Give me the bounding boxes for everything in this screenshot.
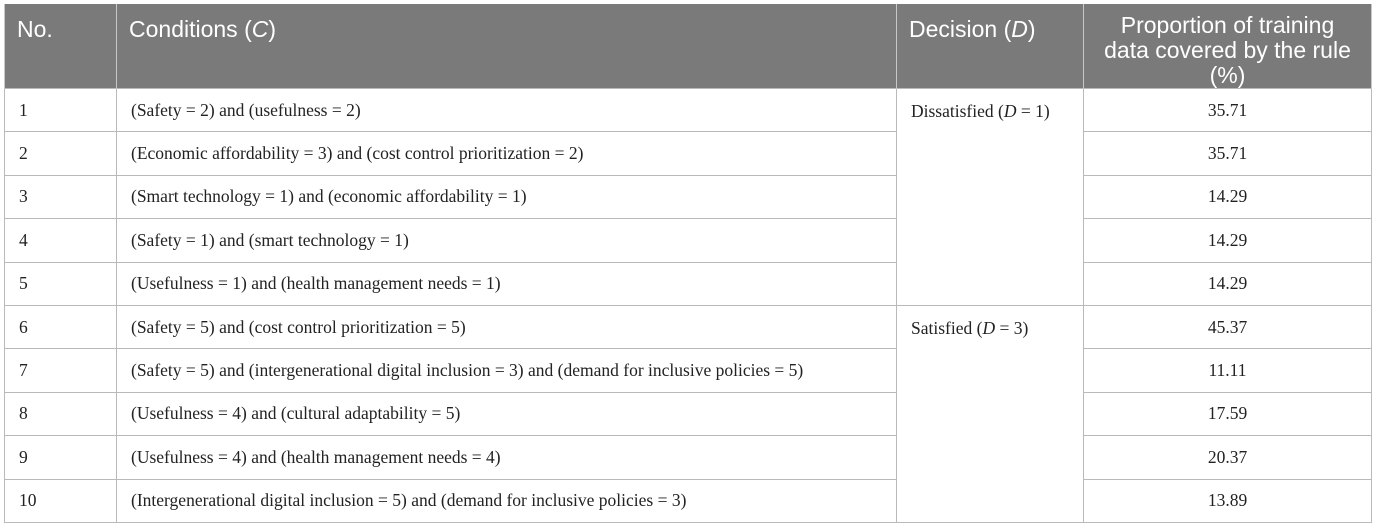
row-condition: (Economic affordability = 3) and (cost control prioritization = 2) [117,132,897,175]
row-proportion: 35.71 [1084,132,1372,175]
header-conditions: Conditions (C) [117,4,897,89]
table-row [5,479,1372,522]
decision-satisfied: Satisfied (D = 3) [897,305,1084,522]
row-number: 5 [5,262,117,305]
table-row [5,89,1372,132]
row-number: 7 [5,349,117,392]
row-condition: (Safety = 5) and (cost control prioritization = 5) [117,305,897,348]
row-condition: (Smart technology = 1) and (economic affordability = 1) [117,175,897,218]
row-condition: (Usefulness = 4) and (health management needs = 4) [117,436,897,479]
row-number: 6 [5,305,117,348]
row-number: 3 [5,175,117,218]
row-proportion: 45.37 [1084,305,1372,348]
decision-dissatisfied: Dissatisfied (D = 1) [897,89,1084,306]
table-row [5,262,1372,305]
table-row [5,392,1372,435]
row-condition: (Safety = 2) and (usefulness = 2) [117,89,897,132]
row-number: 9 [5,436,117,479]
header-row [5,4,1372,89]
row-proportion: 20.37 [1084,436,1372,479]
row-proportion: 11.11 [1084,349,1372,392]
row-proportion: 14.29 [1084,175,1372,218]
table-row [5,175,1372,218]
row-number: 4 [5,219,117,262]
table-row [5,132,1372,175]
row-proportion: 14.29 [1084,219,1372,262]
row-number: 1 [5,89,117,132]
row-condition: (Intergenerational digital inclusion = 5) and (demand for inclusive policies = 3) [117,479,897,522]
row-condition: (Safety = 5) and (intergenerational digital inclusion = 3) and (demand for inclusive policies = 5) [117,349,897,392]
row-proportion: 13.89 [1084,479,1372,522]
header-proportion: Proportion of training data covered by the rule (%) [1084,4,1372,89]
row-proportion: 17.59 [1084,392,1372,435]
header-decision: Decision (D) [897,4,1084,89]
row-proportion: 35.71 [1084,89,1372,132]
table-row [5,219,1372,262]
row-number: 8 [5,392,117,435]
table-row [5,305,1372,348]
table-row [5,349,1372,392]
header-no: No. [5,4,117,89]
row-number: 10 [5,479,117,522]
row-condition: (Usefulness = 4) and (cultural adaptability = 5) [117,392,897,435]
row-condition: (Safety = 1) and (smart technology = 1) [117,219,897,262]
row-number: 2 [5,132,117,175]
rules-table [4,4,1372,523]
row-condition: (Usefulness = 1) and (health management needs = 1) [117,262,897,305]
row-proportion: 14.29 [1084,262,1372,305]
table-row [5,436,1372,479]
